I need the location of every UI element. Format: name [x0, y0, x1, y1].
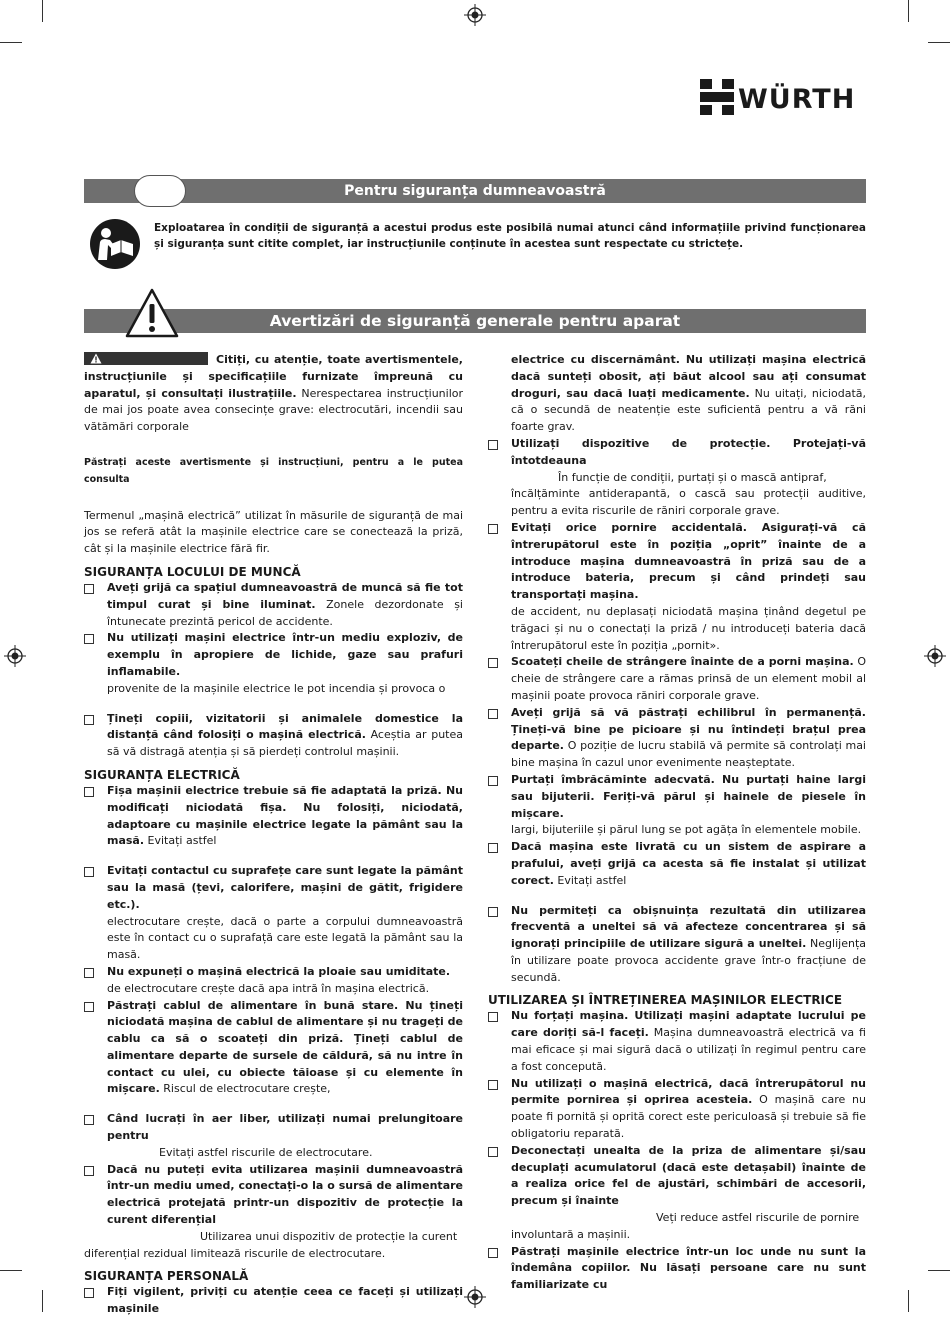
- left-column: [84, 352, 463, 1318]
- crop-mark: [928, 42, 950, 43]
- list-item: Dacă mașina este livrată cu un sistem de aspirare a prafului, aveți grijă ca acesta să fie instalat și utilizat corect. Evitați astfel: [488, 839, 866, 889]
- list-item: Aveți grijă să vă păstrați echilibrul în permanență. Țineți-vă bine pe picioare și nu întindeți brațul prea departe. O poziție de lucru stabilă vă permite să controlați mai bine mașina în cazul unor evenimente neașteptate.: [488, 705, 866, 772]
- checkbox-icon: [84, 1002, 94, 1012]
- crop-mark: [0, 1270, 22, 1271]
- wurth-logo-icon: [700, 79, 734, 115]
- heading-personal-safety: SIGURANȚA PERSONALĂ: [84, 1269, 249, 1284]
- registration-mark-icon: [924, 645, 946, 667]
- checkbox-icon: [488, 907, 498, 917]
- heading-work-area: SIGURANȚA LOCULUI DE MUNCĂ: [84, 564, 301, 579]
- list-item: Păstrați cablul de alimentare în bună stare. Nu țineți niciodată mașina de cablul de alimentare și nu trageți de cablu ca să o scoateți din priză. Țineți cablul de alimentare departe de sursele de căldură, să nu intre în contact cu ulei, cu obiecte tăioase și cu elemente în mișcare. Riscul de electrocutare crește,: [84, 998, 463, 1099]
- brand-logo-text: WÜRTH: [738, 84, 856, 115]
- checkbox-icon: [84, 787, 94, 797]
- checkbox-icon: [488, 1080, 498, 1090]
- list-item: Dacă nu puteți evita utilizarea mașinii dumneavoastră într-un mediu umed, conectați-o la o sursă de alimentare electrică protejată printr-un dispozitiv de protecție la curent diferențial Utilizarea unui dispozitiv de protecție la curent: [84, 1162, 463, 1246]
- read-manual-icon: [89, 218, 141, 270]
- term-definition: Termenul „mașină electrică” utilizat în măsurile de siguranță de mai jos se referă atât la mașinile electrice care se conectează la priză, cât și la mașinile electrice fără fir.: [84, 508, 463, 556]
- intro-paragraph: Exploatarea în condiții de siguranță a acestui produs este posibilă numai atunci când informațiile privind funcționarea și siguranța sunt citite complet, iar instrucțiunile conținute în acestea sunt respectate cu strictețe.: [154, 222, 866, 250]
- checkbox-icon: [488, 524, 498, 534]
- list-item-continued: electrice cu discernământ. Nu utilizați mașina electrică dacă sunteți obosit, ați băut alcool sau ați consumat droguri, sau dacă luați medicamente. Nu uitați, niciodată, că o secundă de neatenție este suficientă pentru a vă răni foarte grav.: [511, 353, 867, 434]
- checkbox-icon: [84, 1288, 94, 1298]
- list-item: Fișa mașinii electrice trebuie să fie adaptată la priză. Nu modificați niciodată fișa. Nu folosiți, niciodată, adaptoare cu mașinile electrice legate la pământ sau la masă. Evitați astfel: [84, 783, 463, 850]
- warning-small-icon: [90, 353, 102, 364]
- crop-mark: [928, 1270, 950, 1271]
- crop-mark: [908, 0, 909, 22]
- list-item: Deconectați unealta de la priza de alimentare și/sau decuplați acumulatorul (dacă este detașabil) înainte de a realiza orice fel de ajustări, schimbări de accesorii, precum și înainte Veți reduce astfel riscurile de pornire involuntară a mașinii.: [488, 1143, 866, 1244]
- list-item: Nu utilizați mașini electrice într-un mediu exploziv, de exemplu în apropiere de lichide, gaze sau prafuri inflamabile. provenite de la mașinile electrice le pot incendia și provoca o: [84, 630, 463, 697]
- checkbox-icon: [84, 715, 94, 725]
- crop-mark: [42, 0, 43, 22]
- rcd-text: diferențial rezidual limitează riscurile de electrocutare.: [84, 1246, 386, 1260]
- registration-mark-icon: [464, 1286, 486, 1308]
- checkbox-icon: [488, 658, 498, 668]
- crop-mark: [0, 42, 22, 43]
- checkbox-icon: [488, 440, 498, 450]
- list-item: Evitați contactul cu suprafețe care sunt legate la pământ sau la masă (țevi, calorifere, mașini de gătit, frigidere etc.). electrocutare crește, dacă o parte a corpului dumneavoastră este în contact cu o suprafață care este legată la pământ sau la masă.: [84, 863, 463, 964]
- registration-mark-icon: [4, 645, 26, 667]
- registration-mark-icon: [464, 4, 486, 26]
- list-item: Scoateți cheile de strângere înainte de a porni mașina. O cheie de strângere care a rămas prinsă de un element mobil al mașinii poate provoca răniri corporale grave.: [488, 654, 866, 704]
- list-item: Purtați îmbrăcăminte adecvată. Nu purtați haine largi sau bijuterii. Feriți-vă părul și hainele de piesele în mișcare. largi, bijuteriile și părul lung se pot agăța în elementele mobile.: [488, 772, 866, 839]
- heading-electrical-safety: SIGURANȚA ELECTRICĂ: [84, 767, 240, 782]
- list-item: Păstrați mașinile electrice într-un loc unde nu sunt la îndemâna copiilor. Nu lăsați persoane care nu sunt familiarizate cu: [488, 1244, 866, 1294]
- heading-use-maintenance: UTILIZAREA ȘI ÎNTREȚINEREA MAȘINILOR ELECTRICE: [488, 993, 843, 1008]
- list-item: Când lucrați în aer liber, utilizați numai prelungitoare pentru Evitați astfel riscurile de electrocutare.: [84, 1111, 463, 1161]
- list-item: Nu utilizați o mașină electrică, dacă întrerupătorul nu permite pornirea și oprirea acesteia. O mașină care nu poate fi pornită și oprită corect este periculoasă și trebuie să fie obligatoriu reparată.: [488, 1076, 866, 1143]
- checkbox-icon: [488, 709, 498, 719]
- checkbox-icon: [488, 776, 498, 786]
- checkbox-icon: [84, 1166, 94, 1176]
- checkbox-icon: [488, 1012, 498, 1022]
- list-item: Evitați orice pornire accidentală. Asigurați-vă că întrerupătorul este în poziția „oprit” înainte de a introduce mașina dumneavoastră în priză sau de a introduce bateria, precum și când prindeți sau transportați mașina. de accident, nu deplasați niciodată mașina ținând degetul pe trăgaci și nu o conectați la priză / nu introduceți bateria dacă întrerupătorul este în poziția „pornit».: [488, 520, 866, 654]
- list-item: Aveți grijă ca spațiul dumneavoastră de muncă să fie tot timpul curat și bine iluminat. Zonele dezordonate și întunecate prezintă pericol de accidente.: [84, 580, 463, 630]
- warning-paragraph: Citiți, cu atenție, toate avertismentele, instrucțiunile și specificațiile furnizate împreună cu aparatul, și consultați ilustrațiile. Nerespectarea instrucțiunilor de mai jos poate avea consecințe grave: electrocutări, incendii sau vătămări corporale: [84, 353, 463, 434]
- list-item: Utilizați dispozitive de protecție. Protejați-vă întotdeauna În funcție de condiții, purtați și o mască antipraf, încălțăminte antiderapantă, o cască sau protecții auditive, pentru a evita riscurile de răniri corporale grave.: [488, 436, 866, 520]
- warning-badge: [84, 352, 208, 365]
- checkbox-icon: [488, 1147, 498, 1157]
- checkbox-icon: [84, 867, 94, 877]
- checkbox-icon: [488, 1248, 498, 1258]
- crop-mark: [908, 1290, 909, 1312]
- section-title-safety: Pentru siguranța dumneavoastră: [84, 179, 866, 203]
- list-item: Nu expuneți o mașină electrică la ploaie sau umiditate. de electrocutare crește dacă apa intră în mașina electrică.: [84, 964, 463, 998]
- checkbox-icon: [84, 634, 94, 644]
- list-item: Nu permiteți ca obișnuința rezultată din utilizarea frecventă a uneltei să vă afecteze concentrarea și să ignorați principiile de utilizare sigură a uneltei. Neglijența în utilizare poate provoca accidente grave într-o fracțiune de secundă.: [488, 903, 866, 987]
- page-tab-marker: [134, 175, 186, 207]
- crop-mark: [42, 1290, 43, 1312]
- checkbox-icon: [84, 1115, 94, 1125]
- list-item: Fiți vigilent, priviți cu atenție ceea ce faceți și utilizați mașinile: [84, 1284, 463, 1318]
- keep-instructions-note: Păstrați aceste avertismente și instrucțiuni, pentru a le putea consulta: [84, 456, 463, 485]
- list-item: Nu forțați mașina. Utilizați mașini adaptate lucrului pe care doriți să-l faceți. Mașina dumneavoastră electrică va fi mai eficace și mai sigură dacă o utilizați în regimul pentru care a fost concepută.: [488, 1008, 866, 1075]
- section-title-general-warnings: Avertizări de siguranță generale pentru aparat: [84, 309, 866, 333]
- warning-triangle-icon: [124, 287, 180, 339]
- right-column: [488, 352, 866, 1294]
- checkbox-icon: [84, 968, 94, 978]
- checkbox-icon: [488, 843, 498, 853]
- checkbox-icon: [84, 584, 94, 594]
- list-item: Țineți copiii, vizitatorii și animalele domestice la distanță când folosiți o mașină electrică. Aceștia ar putea să vă distragă atenția și să pierdeți controlul mașinii.: [84, 711, 463, 761]
